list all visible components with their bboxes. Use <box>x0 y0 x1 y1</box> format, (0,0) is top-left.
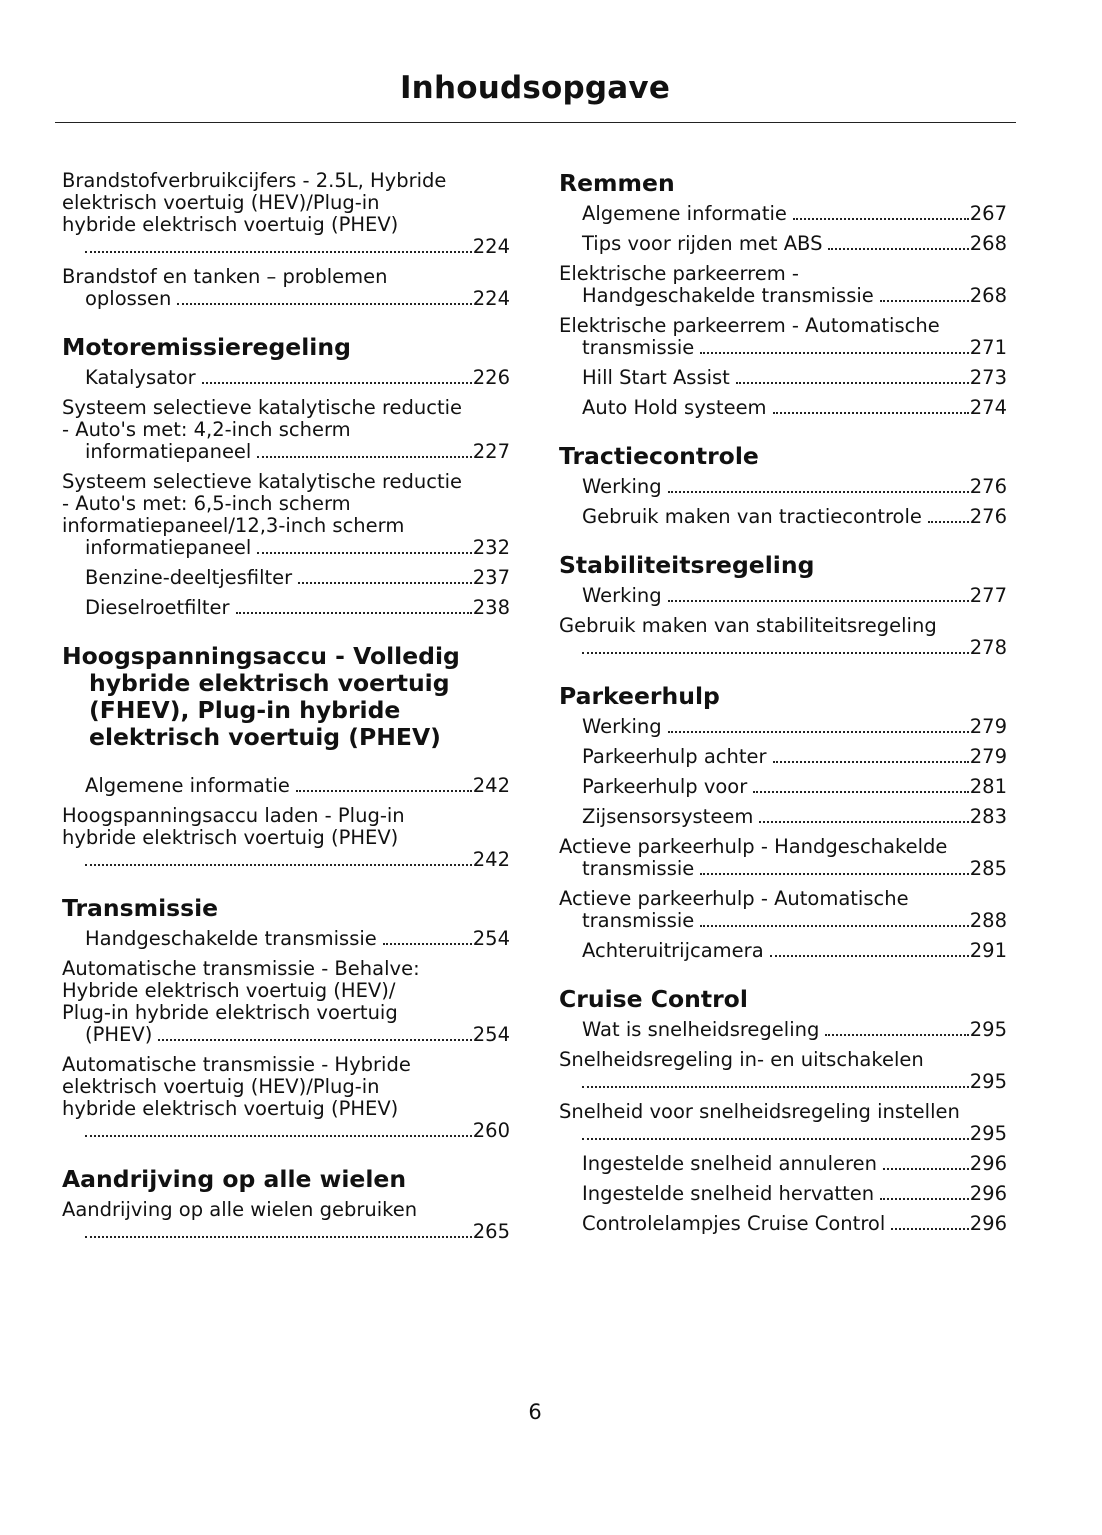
toc-page-number: 285 <box>969 857 1007 880</box>
toc-entry-leader-line <box>582 746 1007 768</box>
toc-right-column <box>559 170 1007 1243</box>
toc-page-number: 226 <box>472 366 510 389</box>
dot-leader <box>85 864 472 866</box>
toc-page-number: 254 <box>472 927 510 950</box>
toc-entry-title-line: Werking <box>582 715 662 738</box>
toc-page-number: 273 <box>969 366 1007 389</box>
dot-leader <box>825 1034 968 1036</box>
toc-page-number: 278 <box>969 636 1007 659</box>
toc-entry-title-line: elektrisch voertuig (HEV)/Plug-in <box>62 191 380 214</box>
toc-page-number: 254 <box>472 1023 510 1046</box>
section-heading: Hoogspanningsaccu - Volledig hybride elektrisch voertuig (FHEV), Plug-in hybride elektrisch voertuig (PHEV) <box>62 642 460 751</box>
toc-page-number: 296 <box>969 1182 1007 1205</box>
dot-leader <box>668 491 969 493</box>
toc-entry-title-line: Parkeerhulp achter <box>582 745 767 768</box>
toc-entry[interactable] <box>559 1213 1007 1235</box>
toc-entry-leader-line <box>582 776 1007 798</box>
toc-entry-title-line: Hill Start Assist <box>582 366 730 389</box>
dot-leader <box>828 248 968 250</box>
toc-entry-title-line: informatiepaneel <box>85 440 252 463</box>
toc-page-number: 242 <box>472 774 510 797</box>
toc-entry-leader-line <box>582 285 1007 307</box>
toc-entry[interactable] <box>559 397 1007 419</box>
toc-page-number: 276 <box>969 475 1007 498</box>
dot-leader <box>883 1168 969 1170</box>
toc-page-number: 295 <box>969 1070 1007 1093</box>
toc-entry-title-line: - Auto's met: 4,2-inch scherm <box>62 418 351 441</box>
dot-leader <box>582 652 969 654</box>
toc-entry-title-line: Zijsensorsysteem <box>582 805 754 828</box>
dot-leader <box>383 943 472 945</box>
toc-entry-leader-line <box>85 775 510 797</box>
toc-entry-leader-line <box>85 928 510 950</box>
toc-page-number: 283 <box>969 805 1007 828</box>
toc-entry-leader-line <box>85 1024 510 1046</box>
section-heading: Remmen <box>559 169 675 197</box>
toc-entry-title-line: Systeem selectieve katalytische reductie <box>62 470 463 493</box>
toc-entry-title-line: Ingestelde snelheid annuleren <box>582 1152 877 1175</box>
toc-entry-leader-line <box>582 203 1007 225</box>
toc-page-number: 260 <box>472 1119 510 1142</box>
toc-entry-title-line: Systeem selectieve katalytische reductie <box>62 396 463 419</box>
toc-entry-title-line: Elektrische parkeerrem - Automatische <box>559 314 940 337</box>
toc-page-number: 296 <box>969 1212 1007 1235</box>
toc-entry-title-line: - Auto's met: 6,5-inch scherm <box>62 492 351 515</box>
toc-entry[interactable] <box>62 805 510 871</box>
toc-entry[interactable] <box>559 233 1007 255</box>
toc-entry-title-line: informatiepaneel <box>85 536 252 559</box>
toc-entry-leader-line <box>85 537 510 559</box>
toc-page-number: 232 <box>472 536 510 559</box>
toc-entry-title-line: Tips voor rijden met ABS <box>582 232 823 255</box>
section-heading: Motoremissieregeling <box>62 333 351 361</box>
toc-entry-leader-line <box>582 910 1007 932</box>
toc-entry-title-line: Wat is snelheidsregeling <box>582 1018 820 1041</box>
toc-entry-title-line: Werking <box>582 584 662 607</box>
toc-entry[interactable] <box>62 266 510 310</box>
dot-leader <box>773 761 969 763</box>
toc-entry-title-line: oplossen <box>85 287 172 310</box>
toc-page-number: 267 <box>969 202 1007 225</box>
dot-leader <box>880 1198 969 1200</box>
toc-entry-title-line: hybride elektrisch voertuig (PHEV) <box>62 826 399 849</box>
toc-page-number: 238 <box>472 596 510 619</box>
toc-entry[interactable] <box>559 315 1007 359</box>
toc-entry-title-line: transmissie <box>582 857 695 880</box>
toc-entry[interactable] <box>559 615 1007 659</box>
toc-entry[interactable] <box>559 1153 1007 1175</box>
toc-entry-leader-line <box>85 567 510 589</box>
toc-entry[interactable] <box>62 471 510 559</box>
dot-leader <box>298 582 472 584</box>
toc-entry-title-line: Algemene informatie <box>85 774 290 797</box>
dot-leader <box>236 612 472 614</box>
dot-leader <box>753 791 969 793</box>
page-number: 6 <box>528 1400 542 1424</box>
toc-entry-title-line: Snelheidsregeling in- en uitschakelen <box>559 1048 924 1071</box>
toc-entry-title-line: informatiepaneel/12,3-inch scherm <box>62 514 405 537</box>
toc-entry-title-line: Automatische transmissie - Hybride <box>62 1053 411 1076</box>
toc-entry-title-line: Algemene informatie <box>582 202 787 225</box>
toc-entry-leader-line <box>582 367 1007 389</box>
dot-leader <box>793 218 969 220</box>
toc-entry-title-line: transmissie <box>582 909 695 932</box>
dot-leader <box>880 300 969 302</box>
toc-entry-leader-line <box>85 236 510 258</box>
section-heading: Parkeerhulp <box>559 682 720 710</box>
toc-entry-title-line: Plug-in hybride elektrisch voertuig <box>62 1001 398 1024</box>
toc-entry[interactable] <box>559 1019 1007 1041</box>
toc-page-number: 295 <box>969 1122 1007 1145</box>
section-heading: Transmissie <box>62 894 219 922</box>
toc-entry-title-line: Elektrische parkeerrem - <box>559 262 799 285</box>
toc-page-number: 288 <box>969 909 1007 932</box>
toc-entry-title-line: Ingestelde snelheid hervatten <box>582 1182 875 1205</box>
toc-page-number: 265 <box>472 1220 510 1243</box>
toc-entry-leader-line <box>85 1120 510 1142</box>
toc-entry[interactable] <box>559 776 1007 798</box>
toc-entry-leader-line <box>582 233 1007 255</box>
toc-page-number: 271 <box>969 336 1007 359</box>
toc-entry-leader-line <box>582 858 1007 880</box>
toc-page-number: 279 <box>969 715 1007 738</box>
toc-entry-title-line: Auto Hold systeem <box>582 396 767 419</box>
section-heading: Aandrijving op alle wielen <box>62 1165 407 1193</box>
toc-page-number: 295 <box>969 1018 1007 1041</box>
dot-leader <box>257 456 471 458</box>
dot-leader <box>158 1039 471 1041</box>
toc-entry-title-line: Parkeerhulp voor <box>582 775 748 798</box>
toc-entry-title-line: transmissie <box>582 336 695 359</box>
toc-entry[interactable] <box>559 203 1007 225</box>
section-heading: Tractiecontrole <box>559 442 759 470</box>
toc-entry[interactable] <box>559 585 1007 607</box>
toc-entry-leader-line <box>582 940 1007 962</box>
toc-entry-title-line: Snelheid voor snelheidsregeling instellen <box>559 1100 960 1123</box>
toc-entry-leader-line <box>582 716 1007 738</box>
toc-entry-leader-line <box>582 1153 1007 1175</box>
dot-leader <box>202 382 472 384</box>
dot-leader <box>85 1236 472 1238</box>
dot-leader <box>700 352 968 354</box>
toc-entry-leader-line <box>85 288 510 310</box>
section-heading: Stabiliteitsregeling <box>559 551 815 579</box>
toc-entry-leader-line <box>582 397 1007 419</box>
toc-entry-title-line: Brandstofverbruikcijfers - 2.5L, Hybride <box>62 169 447 192</box>
toc-entry-leader-line <box>582 1123 1007 1145</box>
toc-page-number: 291 <box>969 939 1007 962</box>
dot-leader <box>928 521 969 523</box>
toc-entry[interactable] <box>559 263 1007 307</box>
dot-leader <box>736 382 969 384</box>
toc-page-number: 281 <box>969 775 1007 798</box>
toc-entry-leader-line <box>582 1071 1007 1093</box>
toc-entry[interactable] <box>559 1049 1007 1093</box>
toc-page-number: 277 <box>969 584 1007 607</box>
toc-entry-leader-line <box>582 1213 1007 1235</box>
toc-entry-title-line: Controlelampjes Cruise Control <box>582 1212 886 1235</box>
toc-entry[interactable] <box>559 836 1007 880</box>
toc-entry-title-line: Benzine-deeltjesfilter <box>85 566 293 589</box>
dot-leader <box>668 731 969 733</box>
toc-entry-title-line: Gebruik maken van stabiliteitsregeling <box>559 614 937 637</box>
toc-entry[interactable] <box>559 367 1007 389</box>
dot-leader <box>296 790 472 792</box>
dot-leader <box>700 925 968 927</box>
toc-entry-leader-line <box>85 1221 510 1243</box>
toc-entry[interactable] <box>559 716 1007 738</box>
toc-entry[interactable] <box>559 806 1007 828</box>
dot-leader <box>668 600 969 602</box>
toc-entry[interactable] <box>559 746 1007 768</box>
toc-page-number: 242 <box>472 848 510 871</box>
toc-entry-leader-line <box>582 506 1007 528</box>
toc-entry-title-line: Handgeschakelde transmissie <box>85 927 377 950</box>
toc-entry-title-line: Brandstof en tanken – problemen <box>62 265 388 288</box>
toc-entry-title-line: Hybride elektrisch voertuig (HEV)/ <box>62 979 396 1002</box>
toc-entry-leader-line <box>582 1019 1007 1041</box>
toc-entry[interactable] <box>559 476 1007 498</box>
toc-entry[interactable] <box>559 1101 1007 1145</box>
toc-page-number: 279 <box>969 745 1007 768</box>
toc-entry-title-line: Aandrijving op alle wielen gebruiken <box>62 1198 418 1221</box>
section-heading: Cruise Control <box>559 985 748 1013</box>
toc-entry-title-line: hybride elektrisch voertuig (PHEV) <box>62 1097 399 1120</box>
toc-entry-title-line: Automatische transmissie - Behalve: <box>62 957 420 980</box>
toc-entry[interactable] <box>62 1199 510 1243</box>
dot-leader <box>770 955 969 957</box>
toc-entry[interactable] <box>62 170 510 258</box>
toc-entry-leader-line <box>582 1183 1007 1205</box>
toc-entry[interactable] <box>62 597 510 619</box>
toc-entry-title-line: Dieselroetfilter <box>85 596 230 619</box>
toc-entry-leader-line <box>85 441 510 463</box>
toc-entry[interactable] <box>62 958 510 1046</box>
dot-leader <box>582 1086 969 1088</box>
toc-page-number: 296 <box>969 1152 1007 1175</box>
toc-entry-title-line: Achteruitrijcamera <box>582 939 764 962</box>
toc-entry-leader-line <box>85 367 510 389</box>
toc-page-number: 268 <box>969 232 1007 255</box>
dot-leader <box>891 1228 969 1230</box>
toc-entry[interactable] <box>559 888 1007 932</box>
toc-entry-leader-line <box>582 337 1007 359</box>
toc-entry-leader-line <box>85 597 510 619</box>
toc-page-number: 268 <box>969 284 1007 307</box>
toc-entry-title-line: elektrisch voertuig (HEV)/Plug-in <box>62 1075 380 1098</box>
toc-entry-leader-line <box>85 849 510 871</box>
toc-entry-leader-line <box>582 476 1007 498</box>
toc-entry-title-line: Gebruik maken van tractiecontrole <box>582 505 922 528</box>
toc-entry[interactable] <box>62 928 510 950</box>
toc-entry[interactable] <box>559 506 1007 528</box>
toc-page-number: 224 <box>472 235 510 258</box>
toc-entry-leader-line <box>582 806 1007 828</box>
toc-page-number: 224 <box>472 287 510 310</box>
toc-entry[interactable] <box>62 1054 510 1142</box>
dot-leader <box>700 873 968 875</box>
toc-entry[interactable] <box>62 775 510 797</box>
toc-entry-title-line: Hoogspanningsaccu laden - Plug-in <box>62 804 405 827</box>
dot-leader <box>773 412 969 414</box>
toc-entry-title-line: hybride elektrisch voertuig (PHEV) <box>62 213 399 236</box>
toc-entry-leader-line <box>582 637 1007 659</box>
toc-entry-title-line: Werking <box>582 475 662 498</box>
toc-entry-title-line: Actieve parkeerhulp - Automatische <box>559 887 909 910</box>
dot-leader <box>582 1138 969 1140</box>
dot-leader <box>85 251 472 253</box>
dot-leader <box>85 1135 472 1137</box>
toc-entry[interactable] <box>559 1183 1007 1205</box>
toc-page-number: 227 <box>472 440 510 463</box>
page-title: Inhoudsopgave <box>399 70 671 106</box>
toc-entry-title-line: Actieve parkeerhulp - Handgeschakelde <box>559 835 948 858</box>
toc-entry[interactable] <box>62 397 510 463</box>
dot-leader <box>759 821 968 823</box>
toc-entry[interactable] <box>62 367 510 389</box>
toc-entry[interactable] <box>62 567 510 589</box>
dot-leader <box>257 552 471 554</box>
toc-entry-leader-line <box>582 585 1007 607</box>
toc-entry-title-line: Handgeschakelde transmissie <box>582 284 874 307</box>
toc-left-column <box>62 170 510 1251</box>
toc-entry-title-line: (PHEV) <box>85 1023 153 1046</box>
title-divider <box>55 122 1016 123</box>
toc-page-number: 274 <box>969 396 1007 419</box>
toc-page-number: 237 <box>472 566 510 589</box>
toc-entry-title-line: Katalysator <box>85 366 196 389</box>
dot-leader <box>177 303 471 305</box>
toc-page-number: 276 <box>969 505 1007 528</box>
toc-entry[interactable] <box>559 940 1007 962</box>
